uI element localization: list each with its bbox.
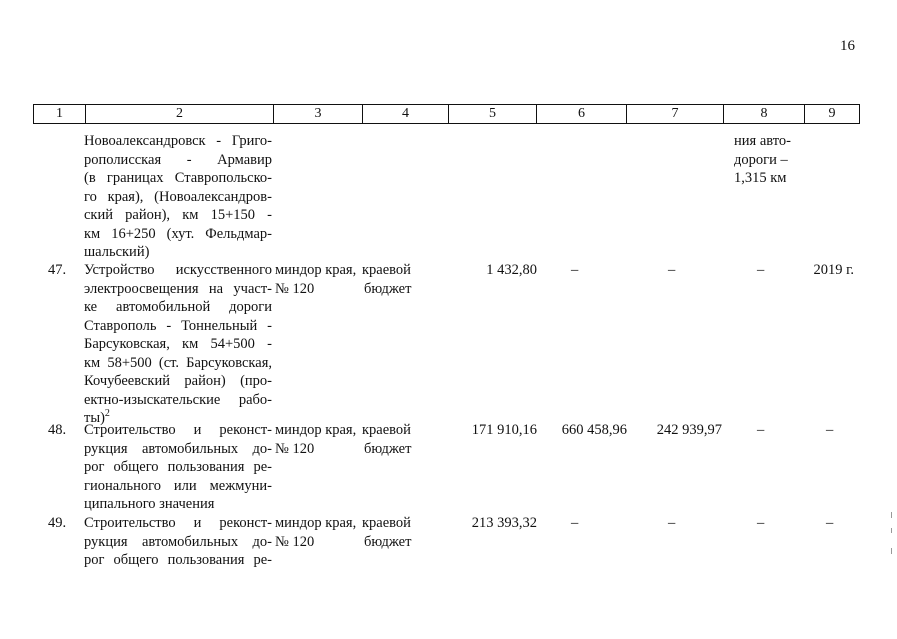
row-name: Строительство и реконст- рукция автомобильных до- рог общего пользования ре- bbox=[84, 515, 272, 568]
row-col8: – bbox=[757, 515, 765, 531]
row-col3: миндор края, № 120 bbox=[275, 515, 357, 550]
scan-artifact bbox=[891, 528, 892, 533]
continuation-col8: ния авто- дороги – 1,315 км bbox=[734, 133, 791, 186]
page-number: 16 bbox=[840, 38, 855, 54]
row-col6: – bbox=[571, 515, 579, 531]
row-col8: – bbox=[757, 262, 765, 278]
row-col6: 660 458,96 bbox=[561, 422, 627, 438]
row-col9: – bbox=[826, 422, 834, 438]
header-col-5: 5 bbox=[449, 105, 537, 124]
row-col9: 2019 г. bbox=[813, 262, 854, 278]
row-name: Строительство и реконст- рукция автомобильных до- рог общего пользования ре- гионального или межмуни- ципального значения bbox=[84, 422, 272, 512]
row-number: 47. bbox=[48, 262, 67, 278]
row-col6: – bbox=[571, 262, 579, 278]
continuation-name: Новоалександровск - Григо- рополисская - Армавир (в границах Ставропольско- го края), (Новоалександров- ский район), км 15+150 - км 16+250 (хут. Фельдмар- шальский) bbox=[84, 133, 272, 260]
header-col-7: 7 bbox=[627, 105, 724, 124]
header-col-2: 2 bbox=[86, 105, 274, 124]
row-col8: – bbox=[757, 422, 765, 438]
header-col-1: 1 bbox=[34, 105, 86, 124]
scan-artifact bbox=[891, 512, 892, 518]
header-col-4: 4 bbox=[363, 105, 449, 124]
row-name-end: ты) bbox=[84, 410, 105, 426]
row-col3: миндор края, № 120 bbox=[275, 262, 357, 297]
column-number-header bbox=[33, 104, 860, 124]
header-col-3: 3 bbox=[274, 105, 363, 124]
header-col-6: 6 bbox=[537, 105, 627, 124]
row-col5: 213 393,32 bbox=[471, 515, 537, 531]
row-number: 49. bbox=[48, 515, 67, 531]
row-col5: 1 432,80 bbox=[486, 262, 537, 278]
row-name: Устройство искусственного электроосвещения на участ- ке автомобильной дороги Ставрополь - Тоннельный - Барсуковская, км 54+500 - км 58+500 (ст. Барсуковская, Кочубеевский район) (про- ектно-изыскательские рабо- ты)$^2$ bbox=[84, 262, 272, 426]
footnote-mark: 2 bbox=[104, 408, 110, 420]
row-col9: – bbox=[826, 515, 834, 531]
row-col4: краевой бюджет bbox=[362, 515, 412, 550]
row-number: 48. bbox=[48, 422, 67, 438]
row-col7: – bbox=[668, 515, 676, 531]
row-col7: – bbox=[668, 262, 676, 278]
header-col-9: 9 bbox=[805, 105, 860, 124]
row-col7: 242 939,97 bbox=[656, 422, 722, 438]
row-col4: краевой бюджет bbox=[362, 422, 412, 457]
row-col3: миндор края, № 120 bbox=[275, 422, 357, 457]
header-col-8: 8 bbox=[724, 105, 805, 124]
row-col5: 171 910,16 bbox=[471, 422, 537, 438]
row-col4: краевой бюджет bbox=[362, 262, 412, 297]
scan-artifact bbox=[891, 548, 892, 554]
